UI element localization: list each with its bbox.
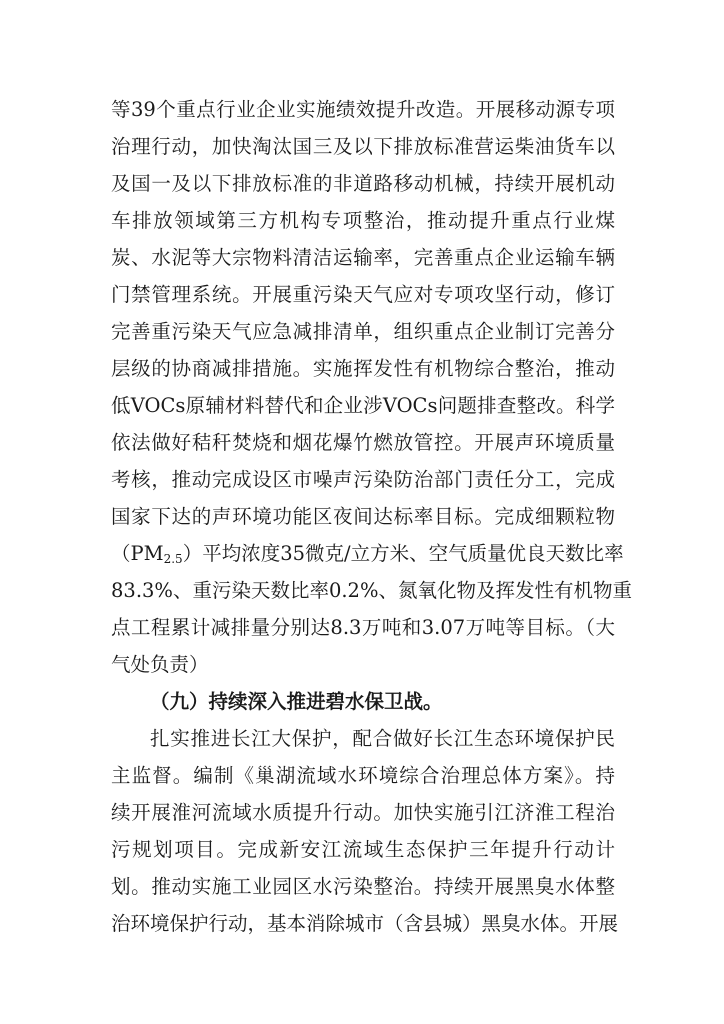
text-line: 划。推动实施工业园区水污染整治。持续开展黑臭水体整 bbox=[111, 875, 615, 898]
text-line: 主监督。编制《巢湖流域水环境综合治理总体方案》。持 bbox=[111, 764, 615, 787]
text-line: 点工程累计减排量分别达8.3万吨和3.07万吨等目标。（大 bbox=[111, 616, 615, 639]
text-line: 完善重污染天气应急减排清单，组织重点企业制订完善分 bbox=[111, 320, 615, 343]
pm-suffix: ）平均浓度35微克/立方米、空气质量优良天数比率 bbox=[182, 542, 624, 565]
text-line: 国家下达的声环境功能区夜间达标率目标。完成细颗粒物 bbox=[111, 505, 615, 528]
text-line: 层级的协商减排措施。实施挥发性有机物综合整治，推动 bbox=[111, 357, 615, 380]
text-line: 治理行动，加快淘汰国三及以下排放标准营运柴油货车以 bbox=[111, 135, 615, 158]
text-line: 及国一及以下排放标准的非道路移动机械，持续开展机动 bbox=[111, 172, 615, 195]
text-line: 考核，推动完成设区市噪声污染防治部门责任分工，完成 bbox=[111, 468, 615, 491]
text-line: 炭、水泥等大宗物料清洁运输率，完善重点企业运输车辆 bbox=[111, 246, 615, 269]
text-line: 扎实推进长江大保护，配合做好长江生态环境保护民 bbox=[150, 727, 615, 750]
pm25-line bbox=[111, 535, 624, 572]
text-line: 门禁管理系统。开展重污染天气应对专项攻坚行动，修订 bbox=[111, 283, 615, 306]
text-line: 等39个重点行业企业实施绩效提升改造。开展移动源专项 bbox=[111, 98, 615, 121]
section-heading: （九）持续深入推进碧水保卫战。 bbox=[150, 690, 443, 713]
text-line: 续开展淮河流域水质提升行动。加快实施引江济淮工程治 bbox=[111, 801, 615, 824]
text-line: 车排放领域第三方机构专项整治，推动提升重点行业煤 bbox=[111, 209, 615, 232]
text-line: 83.3%、重污染天数比率0.2%、氮氧化物及挥发性有机物重 bbox=[111, 579, 632, 602]
text-line: 治环境保护行动，基本消除城市（含县城）黑臭水体。开展 bbox=[111, 912, 619, 935]
text-line: 依法做好秸秆焚烧和烟花爆竹燃放管控。开展声环境质量 bbox=[111, 431, 615, 454]
text-line: 污规划项目。完成新安江流域生态保护三年提升行动计 bbox=[111, 838, 615, 861]
pm-subscript: 2.5 bbox=[163, 552, 183, 566]
pm-prefix: （PM bbox=[111, 542, 164, 565]
text-line: 低VOCs原辅材料替代和企业涉VOCs问题排查整改。科学 bbox=[111, 394, 615, 417]
text-line: 气处负责） bbox=[111, 653, 209, 676]
